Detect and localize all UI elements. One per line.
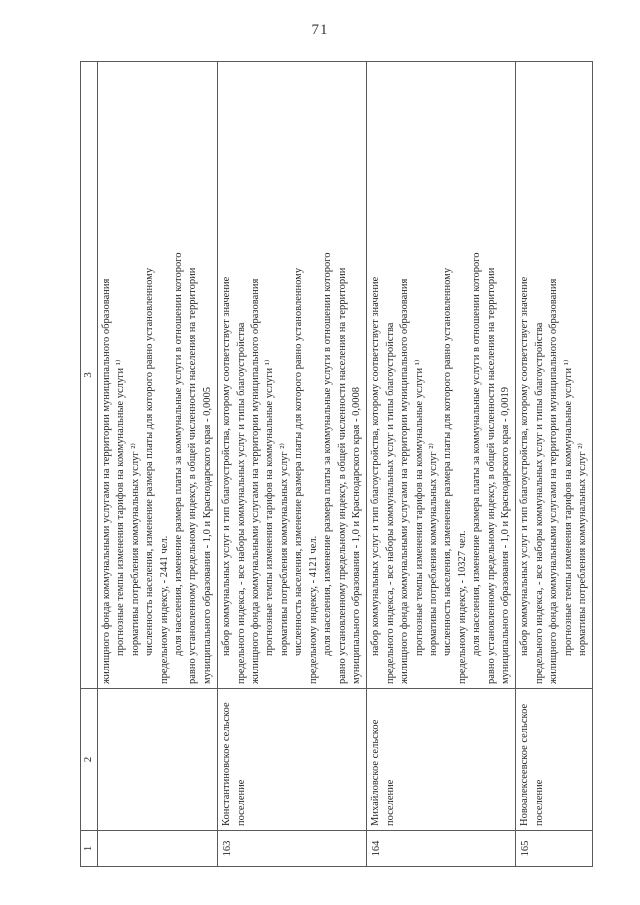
text-line: доля населения, изменение размера платы за коммунальные услуги в отношении которого <box>471 252 483 656</box>
text-line: жилищного фонда коммунальными услугами на территории муниципального образования <box>399 278 411 684</box>
text-line: нормативы потребления коммунальных услуг ²⁾ <box>427 443 439 656</box>
text-line: набор коммунальных услуг и тип благоустройства, которому соответствует значение <box>370 276 382 656</box>
settlement-name-cell: Константиновское сельское поселение <box>218 689 367 831</box>
table-row <box>218 62 367 867</box>
text-line: численность населения, изменение размера платы для которого равно установленному <box>144 267 156 656</box>
column-header: 1 <box>81 831 98 867</box>
settlement-name-cell: Новоалексеевское сельское поселение <box>516 689 593 831</box>
text-line: предельного индекса, - все наборы коммунальных услуг и типы благоустройства <box>235 322 247 684</box>
text-line: предельному индексу, - 4121 чел. <box>307 535 319 684</box>
rotated-table-container <box>80 62 588 867</box>
table-row <box>367 62 516 867</box>
row-number-cell: 165 <box>516 831 593 867</box>
text-line: жилищного фонда коммунальными услугами на территории муниципального образования <box>548 278 560 684</box>
settlement-name-cell: Михайловское сельское поселение <box>367 689 516 831</box>
description-cell <box>218 62 367 689</box>
text-line: предельному индексу, - 10327 чел. <box>456 530 468 684</box>
text-line: набор коммунальных услуг и тип благоустройства, которому соответствует значение <box>519 276 531 656</box>
row-number-cell: 163 <box>218 831 367 867</box>
text-line: нормативы потребления коммунальных услуг ²⁾ <box>129 443 141 656</box>
text-line: муниципального образования - 1,0 и Краснодарского края - 0,0008 <box>350 387 362 684</box>
text-line: нормативы потребления коммунальных услуг ²⁾ <box>278 443 290 656</box>
text-line: жилищного фонда коммунальными услугами на территории муниципального образования <box>250 278 262 684</box>
description-cell <box>98 62 218 689</box>
text-line: равно установленному предельному индексу, в общей численности населения на территории <box>336 267 348 684</box>
text-line: доля населения, изменение размера платы за коммунальные услуги в отношении которого <box>322 252 334 656</box>
text-line: жилищного фонда коммунальными услугами на территории муниципального образования <box>101 278 112 684</box>
text-line: предельного индекса, - все наборы коммунальных услуг и типы благоустройства <box>384 322 396 684</box>
description-cell <box>367 62 516 689</box>
text-line: доля населения, изменение размера платы за коммунальные услуги в отношении которого <box>173 252 185 656</box>
text-line: равно установленному предельному индексу, в общей численности населения на территории <box>485 267 497 684</box>
row-number-cell <box>98 831 218 867</box>
text-line: предельному индексу, - 2441 чел. <box>158 535 170 684</box>
text-line: прогнозные темпы изменения тарифов на коммунальные услуги ¹⁾ <box>115 359 127 656</box>
text-line: прогнозные темпы изменения тарифов на коммунальные услуги ¹⁾ <box>413 359 425 656</box>
table-header-row <box>81 62 98 867</box>
table-row <box>516 62 593 867</box>
page-number: 71 <box>311 22 329 38</box>
text-line: набор коммунальных услуг и тип благоустройства, которому соответствует значение <box>221 276 233 656</box>
text-line: численность населения, изменение размера платы для которого равно установленному <box>293 267 305 656</box>
column-header: 2 <box>81 689 98 831</box>
indices-table <box>80 61 593 867</box>
settlement-name-cell <box>98 689 218 831</box>
column-header: 3 <box>81 62 98 689</box>
row-number-cell: 164 <box>367 831 516 867</box>
text-line: прогнозные темпы изменения тарифов на коммунальные услуги ¹⁾ <box>264 359 276 656</box>
description-cell <box>516 62 593 689</box>
text-line: муниципального образования - 1,0 и Краснодарского края - 0,0019 <box>499 387 511 684</box>
continuation-row <box>98 62 218 867</box>
text-line: прогнозные темпы изменения тарифов на коммунальные услуги ¹⁾ <box>562 359 574 656</box>
text-line: нормативы потребления коммунальных услуг ²⁾ <box>577 443 588 656</box>
text-line: предельного индекса, - все наборы коммунальных услуг и типы благоустройства <box>533 322 545 684</box>
text-line: муниципального образования - 1,0 и Краснодарского края - 0,0005 <box>201 387 213 684</box>
text-line: равно установленному предельному индексу, в общей численности населения на территории <box>187 267 199 684</box>
text-line: численность населения, изменение размера платы для которого равно установленному <box>442 267 454 656</box>
